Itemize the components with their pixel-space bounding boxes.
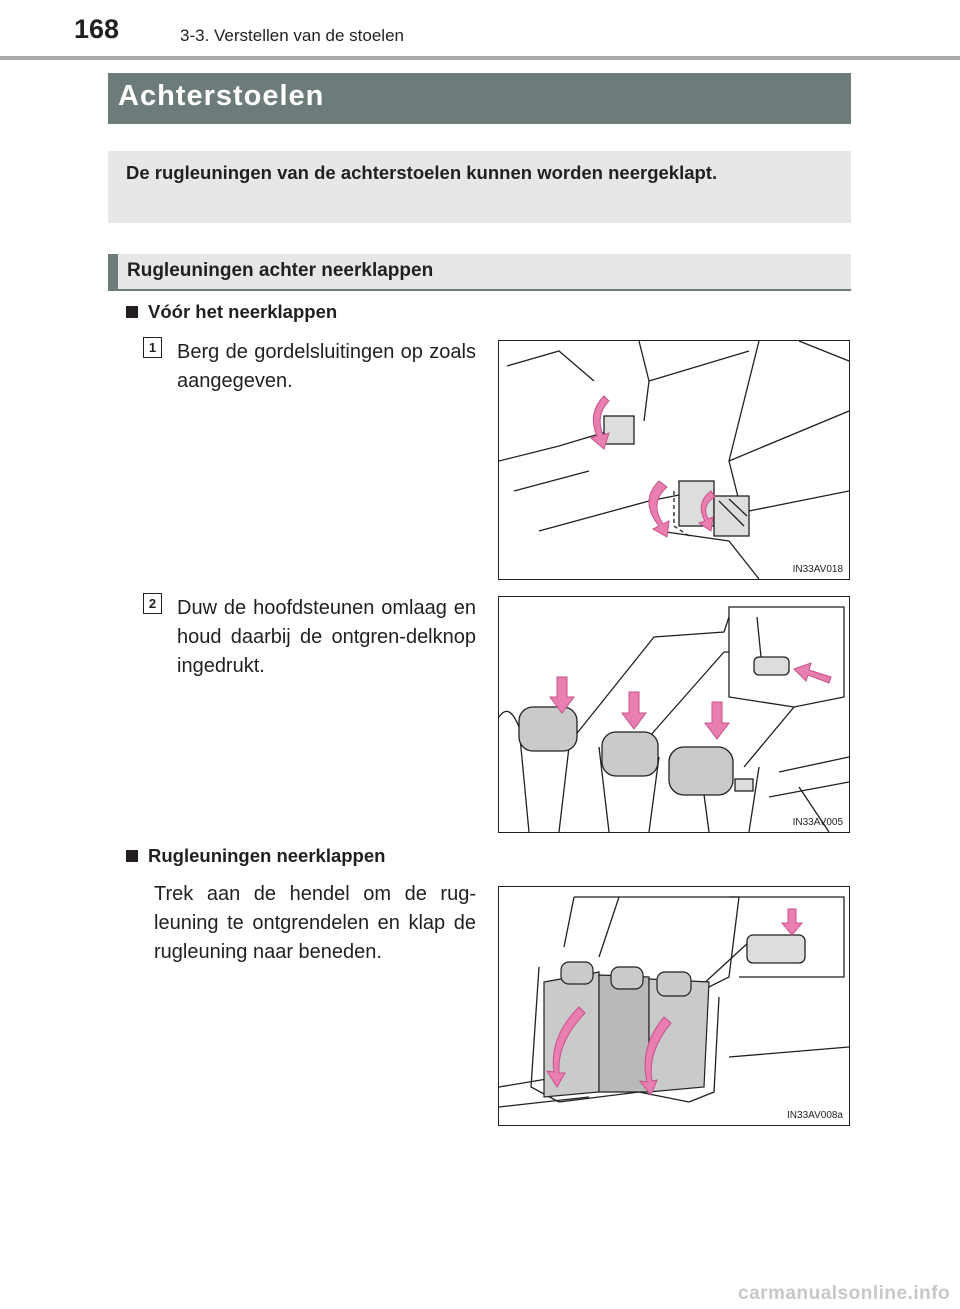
section-title: 3-3. Verstellen van de stoelen: [180, 26, 404, 45]
square-bullet-icon: [126, 850, 138, 862]
step-2-text: Duw de hoofdsteunen omlaag en houd daarbij de ontgren-delknop ingedrukt.: [177, 597, 476, 677]
bullet-heading-folding: [126, 845, 385, 867]
page-number: 168: [74, 14, 120, 44]
footer-watermark: carmanualsonline.info: [738, 1283, 951, 1304]
figure-headrests-down: [498, 596, 850, 833]
header-rule: [0, 56, 960, 60]
step-number-2: 2: [143, 593, 162, 614]
step-number-1: 1: [143, 337, 162, 358]
intro-text: De rugleuningen van de achterstoelen kunnen worden neergeklapt.: [126, 162, 718, 183]
subheading: Rugleuningen achter neerklappen: [127, 260, 434, 281]
fold-text: Trek aan de hendel om de rug-leuning te ontgrendelen en klap de rugleuning naar beneden.: [154, 883, 476, 963]
bullet-heading-text: Rugleuningen neerklappen: [148, 845, 386, 866]
headrest-illustration: [499, 597, 849, 832]
subheading-accent: [108, 254, 118, 289]
figure-code: IN33AV005: [792, 817, 843, 828]
step-1-text: Berg de gordelsluitingen op zoals aangegeven.: [177, 341, 476, 392]
figure-seat-belt-buckles: [498, 340, 850, 580]
seat-belt-buckle-illustration: [499, 341, 849, 579]
subheading-rule: [108, 289, 851, 291]
figure-code: IN33AV018: [792, 564, 843, 575]
bullet-heading-text: Vóór het neerklappen: [148, 301, 338, 322]
figure-fold-backrest: [498, 886, 850, 1126]
figure-code: IN33AV008a: [787, 1110, 843, 1121]
page-title: Achterstoelen: [118, 80, 325, 112]
fold-backrest-illustration: [499, 887, 849, 1125]
square-bullet-icon: [126, 306, 138, 318]
bullet-heading-before-folding: [126, 301, 337, 323]
